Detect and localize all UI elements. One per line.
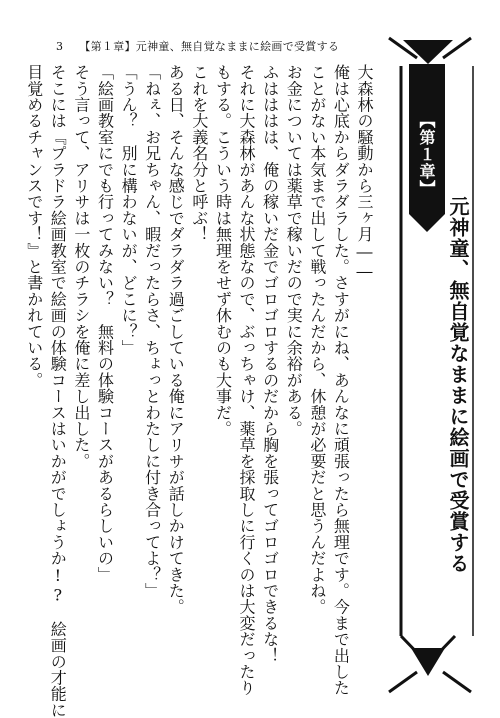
- body-line: お金については薬草で稼いだので実に余裕がある。: [284, 64, 304, 437]
- body-line: 大森林の騒動から三ヶ月――: [355, 64, 374, 281]
- body-line: それに大森林があんな状態なので、ぶっちゃけ、薬草を採取しに行くのは大変だったり: [237, 64, 257, 696]
- body-line: 俺は心底からダラダラした。さすがにね、あんなに頑張ったら無理です。今まで出した: [331, 64, 351, 696]
- running-header: [56, 38, 339, 54]
- chapter-label: 【第１章】: [417, 112, 436, 197]
- running-title: 【第１章】元神童、無自覚なままに絵画で受賞する: [79, 40, 340, 53]
- body-line: そこには『プラドラ絵画教室で絵画の体験コースはいかがでしょうか!? 絵画の才能に: [48, 64, 68, 718]
- chapter-title: 元神童、無自覚なままに絵画で受賞する: [446, 196, 470, 574]
- page-number: 3: [56, 39, 64, 53]
- body-line: 「うん？ 別に構わないが、どこに？」: [119, 64, 139, 356]
- body-line: ある日、そんな感じでダラダラ過ごしている俺にアリサが話しかけてきた。: [166, 64, 186, 615]
- body-line: もする。こういう時は無理をせず休むのも大事だ。: [213, 64, 233, 437]
- body-line: 「絵画教室にでも行ってみない？ 無料の体験コースがあるらしいの」: [95, 64, 115, 583]
- body-line: そう言って、アリサは一枚のチラシを俺に差し出した。: [71, 64, 91, 469]
- body-line: これを大義名分と呼ぶ！: [189, 64, 209, 243]
- body-text: [24, 64, 376, 718]
- body-line: ふはははは、俺の稼いだ金でゴロゴロするのだから胸を張ってゴロゴロできるな！: [260, 64, 280, 664]
- body-line: ことがない本気まで出して戦ったんだから、休憩が必要だと思うんだよね。: [307, 64, 327, 615]
- body-line: 目覚めるチャンスです！』と書かれている。: [24, 64, 44, 388]
- body-line: 「ねぇ、お兄ちゃん、暇だったらさ、ちょっとわたしに付き合ってよ？」: [142, 64, 162, 599]
- chapter-banner: [383, 36, 473, 696]
